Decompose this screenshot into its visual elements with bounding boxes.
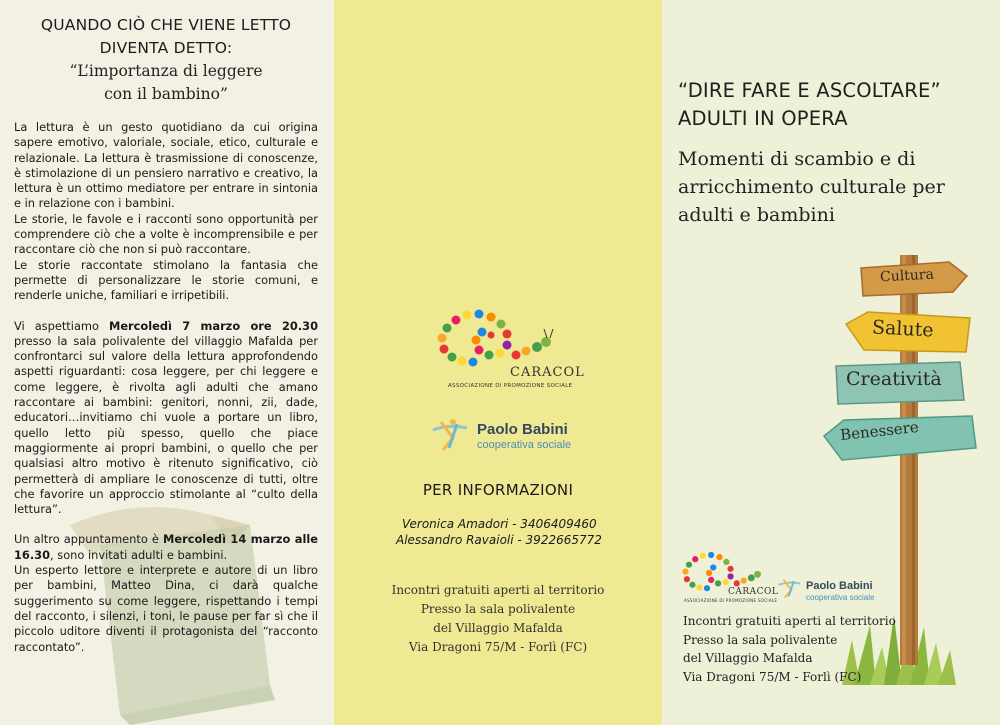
cover-title-line2: ADULTI IN OPERA [678, 107, 848, 130]
coop-name: Paolo Babini [477, 421, 568, 438]
left-body [14, 120, 318, 655]
event-line: Incontri gratuiti aperti al territorio [683, 614, 896, 628]
contact-alessandro: Alessandro Ravaioli - 3922665772 [396, 533, 602, 547]
caracol-subtitle-small: ASSOCIAZIONE DI PROMOZIONE SOCIALE [684, 598, 778, 603]
event-line: Presso la sala polivalente [420, 602, 576, 616]
sign-label-creativita: Creatività [846, 368, 942, 390]
sign-label-cultura: Cultura [879, 266, 935, 286]
caracol-name: CARACOL [510, 365, 585, 380]
cover-event-info [683, 612, 896, 686]
coop-subtitle: cooperativa sociale [477, 439, 572, 451]
coop-subtitle-small: cooperativa sociale [806, 593, 875, 602]
paragraph-event1: Vi aspettiamo Mercoledì 7 marzo ore 20.30 presso la sala polivalente del villaggio Mafalda per confrontarci sul valore della lettura approfondendo aspetti riguardanti: cosa leggere, per chi leggere e come leggere, è rivolta agli adulti che amano raccontare ai bambini: genitori, nonni, zii, dade, educatori…invitiamo chi vuole a portare un libro, quello letto più spesso, quello che piace maggiormente ai propri bambini, o quello che per qualsiasi altro motivo è ritenuto significativo, ciò permetterà di ampliare le conoscenze di tutti, oltre che favorire un approccio stimolante al “culto della lettura”. [14, 318, 318, 517]
contact-veronica: Veronica Amadori - 3406409460 [402, 517, 597, 531]
sign-label-salute: Salute [871, 316, 935, 342]
caracol-name-small: CARACOL [728, 587, 779, 597]
sign-label-benessere: Benessere [839, 417, 920, 445]
event-line: Presso la sala polivalente [683, 632, 838, 647]
middle-panel [334, 0, 662, 725]
event-line: Via Dragoni 75/M - Forlì (FC) [683, 669, 862, 684]
info-title: PER INFORMAZIONI [422, 481, 574, 499]
cover-sub-line2: arricchimento culturale per [678, 176, 945, 198]
right-panel [662, 0, 1000, 725]
left-title-line2: DIVENTA DETTO: [99, 39, 233, 57]
event-line: Incontri gratuiti aperti al territorio [391, 583, 605, 597]
coop-name-small: Paolo Babini [806, 580, 873, 592]
left-subtitle-line1: “L’importanza di leggere [69, 62, 263, 80]
paolo-babini-logo-small-icon [776, 577, 804, 599]
paragraph: Le storie, le favole e i racconti sono opportunità per comprendere ciò che a volte è incomprensibile e per raccontare ciò che non si può raccontare. [14, 211, 318, 257]
cover-title [678, 77, 941, 133]
paragraph-event2: Un altro appuntamento è Mercoledì 14 marzo alle 16.30, sono invitati adulti e bambini. [14, 532, 318, 562]
left-panel [0, 0, 334, 725]
left-title-line1: QUANDO CIÒ CHE VIENE LETTO [40, 16, 292, 34]
event-line: del Villaggio Mafalda [683, 651, 813, 665]
event-info [334, 581, 662, 657]
caracol-subtitle: ASSOCIAZIONE DI PROMOZIONE SOCIALE [448, 383, 573, 389]
paragraph: Le storie raccontate stimolano la fantasia che permette di personalizzare le storie comuni, e renderle uniche, familiari e irripetibili. [14, 257, 318, 303]
cover-subtitle [678, 145, 945, 229]
left-subtitle-line2: con il bambino” [104, 85, 228, 103]
paragraph: Un esperto lettore e interprete e autore di un libro per bambini, Matteo Dina, ci darà qualche suggerimento su come leggere, rispettando i tempi del racconto, i silenzi, i toni, le pause per far sì che il piccolo uditore diventi il protagonista del “racconto raccontato”. [14, 563, 318, 654]
cover-sub-line3: adulti e bambini [678, 204, 835, 226]
cover-sub-line1: Momenti di scambio e di [678, 148, 916, 170]
cover-title-line1: “DIRE FARE E ASCOLTARE” [678, 79, 941, 102]
event-line: del Villaggio Mafalda [433, 621, 563, 635]
event-line: Via Dragoni 75/M - Forlì (FC) [408, 640, 588, 654]
paragraph: La lettura è un gesto quotidiano da cui origina sapere emotivo, valoriale, sociale, etico, culturale e relazionale. La lettura è trasmissione di conoscenze, è stimolazione di un pensiero narrativo e creativo, la lettura è un ottimo mediatore per entrare in sintonia e in relazione con i bambini. [14, 120, 318, 211]
paolo-babini-logo-icon [429, 418, 473, 452]
